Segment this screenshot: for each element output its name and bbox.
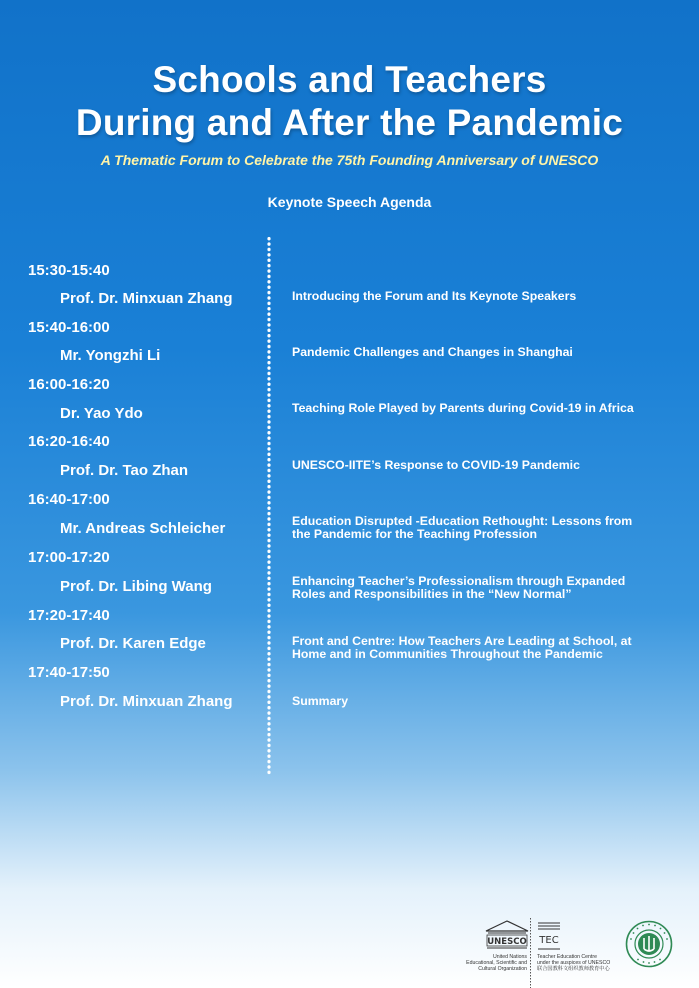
agenda-time: 17:00-17:20 bbox=[28, 549, 110, 566]
agenda-topic: Summary bbox=[292, 694, 349, 708]
agenda-time: 15:30-15:40 bbox=[28, 262, 110, 279]
title-line-2: During and After the Pandemic bbox=[75, 102, 624, 143]
agenda-topic: UNESCO-IITE’s Response to COVID-19 Pandemic bbox=[292, 458, 580, 472]
tec-logo-icon bbox=[537, 921, 561, 953]
agenda-speaker: Prof. Dr. Libing Wang bbox=[60, 578, 212, 595]
tec-caption-line: under the auspices of UNESCO bbox=[537, 960, 611, 966]
agenda-time: 17:40-17:50 bbox=[28, 664, 110, 681]
agenda-speaker: Mr. Andreas Schleicher bbox=[60, 520, 226, 537]
agenda-topic bbox=[292, 515, 692, 541]
agenda-speaker: Mr. Yongzhi Li bbox=[60, 347, 161, 364]
agenda-topic-line: the Pandemic for the Teaching Profession bbox=[292, 527, 538, 541]
unesco-caption-line: Cultural Organization bbox=[478, 966, 527, 972]
agenda-topic-line: Enhancing Teacher’s Professionalism through Expanded bbox=[292, 574, 626, 588]
agenda-topic bbox=[292, 635, 692, 661]
subtitle: A Thematic Forum to Celebrate the 75th Founding Anniversary of UNESCO bbox=[100, 152, 599, 168]
unesco-caption bbox=[455, 954, 527, 972]
agenda-topic-line: Roles and Responsibilities in the “New Normal” bbox=[292, 587, 572, 601]
agenda-topic-line: Front and Centre: How Teachers Are Leading at School, at bbox=[292, 634, 632, 648]
unesco-logo-icon bbox=[482, 920, 532, 950]
agenda-topic-line: Education Disrupted -Education Rethought: Lessons from bbox=[292, 514, 633, 528]
agenda-time: 16:40-17:00 bbox=[28, 491, 110, 508]
agenda-speaker: Prof. Dr. Minxuan Zhang bbox=[60, 290, 233, 307]
agenda-speaker: Dr. Yao Ydo bbox=[60, 405, 143, 422]
agenda-topic-line: Home and in Communities Throughout the Pandemic bbox=[292, 647, 603, 661]
agenda-topic bbox=[292, 575, 692, 601]
agenda-topic: Introducing the Forum and Its Keynote Speakers bbox=[292, 289, 577, 303]
tec-caption bbox=[537, 954, 617, 972]
unesco-mark: UNESCO bbox=[487, 937, 527, 947]
agenda-speaker: Prof. Dr. Minxuan Zhang bbox=[60, 693, 233, 710]
agenda-topic: Teaching Role Played by Parents during Covid-19 in Africa bbox=[292, 401, 634, 415]
footer-separator bbox=[530, 918, 531, 988]
university-seal-icon bbox=[625, 920, 673, 968]
agenda-time: 16:20-16:40 bbox=[28, 433, 110, 450]
agenda-speaker: Prof. Dr. Karen Edge bbox=[60, 635, 206, 652]
unesco-caption-line: Educational, Scientific and bbox=[466, 960, 527, 966]
tec-caption-line: Teacher Education Centre bbox=[537, 954, 597, 960]
agenda-speaker: Prof. Dr. Tao Zhan bbox=[60, 462, 189, 479]
title-line-1: Schools and Teachers bbox=[152, 59, 547, 100]
agenda-heading: Keynote Speech Agenda bbox=[267, 194, 432, 210]
agenda-time: 17:20-17:40 bbox=[28, 607, 110, 624]
tec-mark: TEC bbox=[539, 935, 559, 946]
agenda-time: 15:40-16:00 bbox=[28, 319, 110, 336]
unesco-caption-line: United Nations bbox=[492, 954, 527, 960]
agenda-time: 16:00-16:20 bbox=[28, 376, 110, 393]
tec-caption-line: 联合国教科文组织教师教育中心 bbox=[537, 966, 610, 972]
agenda-topic: Pandemic Challenges and Changes in Shanghai bbox=[292, 345, 573, 359]
dotted-divider bbox=[267, 236, 271, 776]
